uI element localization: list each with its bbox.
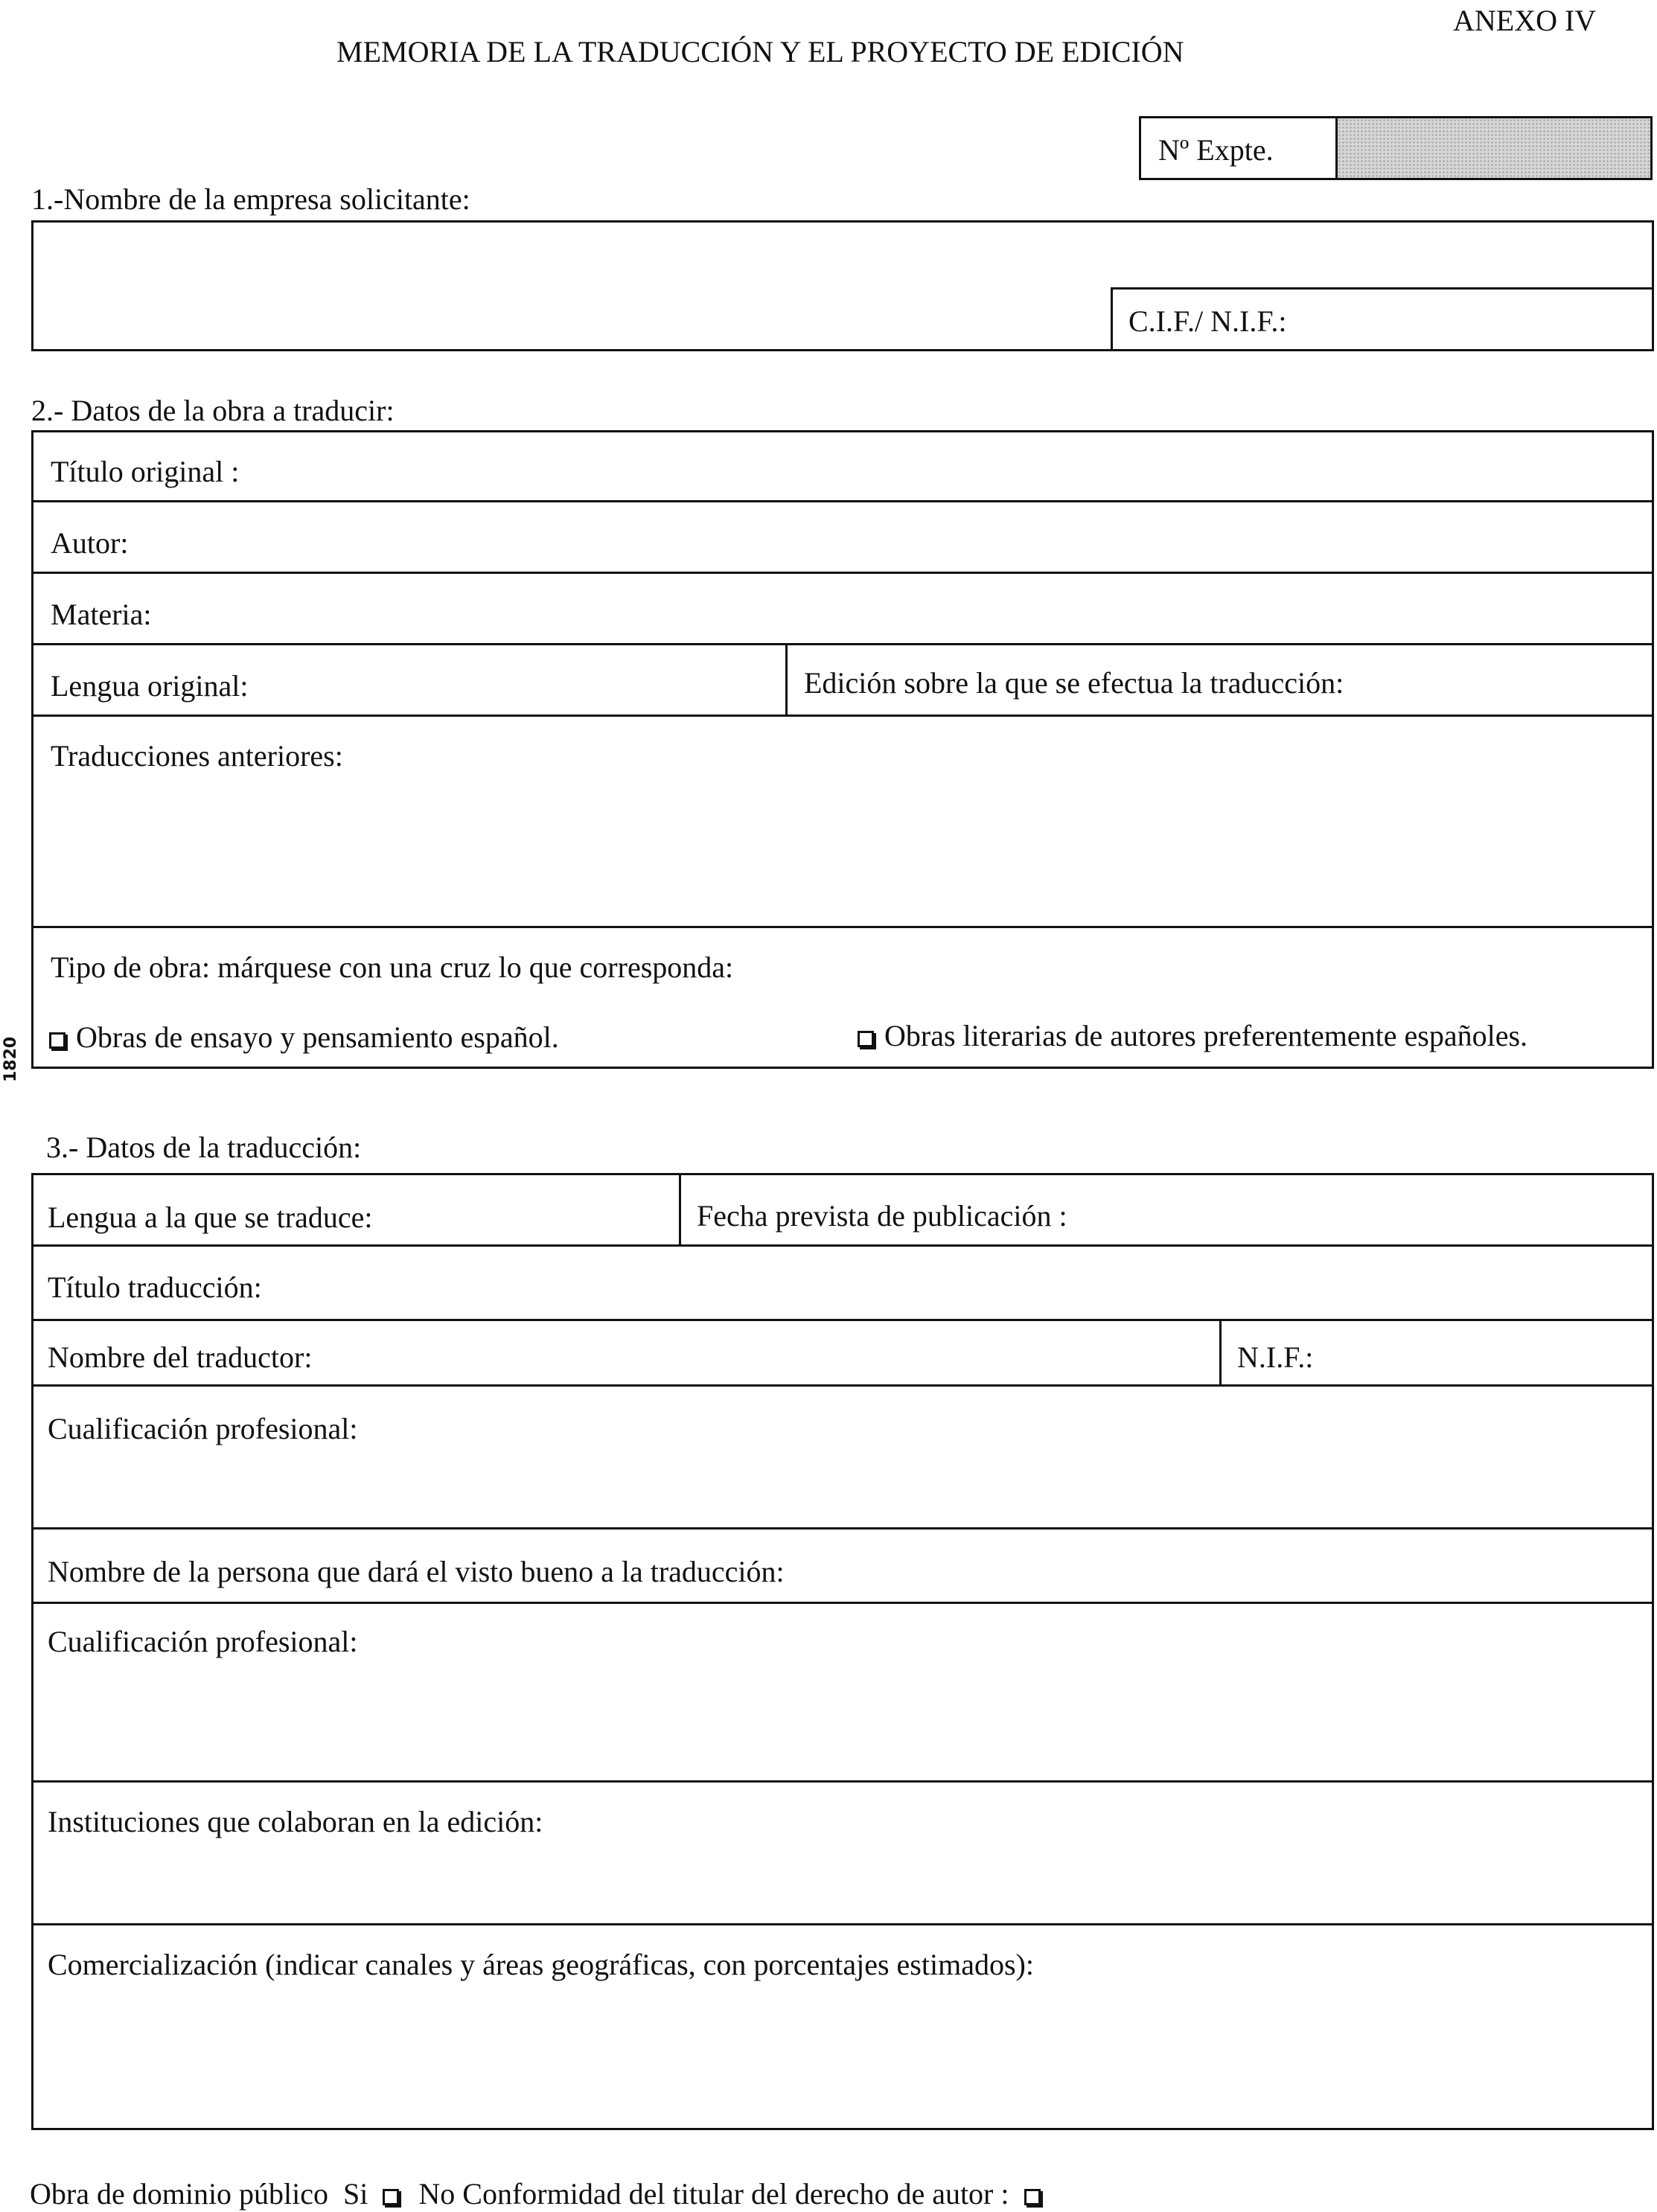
essay-checkbox[interactable] [49, 1032, 66, 1049]
section3-heading: 3.- Datos de la traducción: [46, 1131, 362, 1164]
row-line [31, 1319, 1654, 1321]
row-line [31, 1244, 1654, 1247]
row-line [31, 1923, 1654, 1925]
original-title-field[interactable]: Título original : [51, 455, 240, 488]
cif-divider [1111, 287, 1113, 351]
subject-field[interactable]: Materia: [51, 598, 152, 631]
original-language-field[interactable]: Lengua original: [51, 669, 249, 703]
option-essay[interactable] [49, 1020, 559, 1055]
margin-code: 1820 [1, 1036, 20, 1082]
translator-name-field[interactable]: Nombre del traductor: [48, 1340, 313, 1374]
row-line [31, 926, 1654, 928]
publication-date-field[interactable]: Fecha prevista de publicación : [697, 1199, 1067, 1233]
work-type-label: Tipo de obra: márquese con una cruz lo que corresponda: [51, 950, 734, 984]
row-line [31, 1384, 1654, 1387]
section1-heading: 1.-Nombre de la empresa solicitante: [31, 182, 470, 216]
institutions-field[interactable]: Instituciones que colaboran en la edición: [48, 1805, 543, 1838]
translator-nif-field[interactable]: N.I.F.: [1237, 1340, 1314, 1374]
reviewer-qualification-field[interactable]: Cualificación profesional: [48, 1625, 358, 1658]
target-language-field[interactable]: Lengua a la que se traduce: [48, 1201, 373, 1234]
yes-label: Si [343, 2177, 368, 2211]
company-name-field[interactable] [31, 220, 1654, 351]
option-literary[interactable] [858, 1018, 1527, 1054]
public-domain-line [30, 2176, 1048, 2212]
column-divider [785, 643, 788, 715]
conformity-checkbox[interactable] [1024, 2189, 1041, 2205]
no-conformity-label: No Conformidad del titular del derecho de autor : [418, 2177, 1009, 2211]
row-line [31, 1527, 1654, 1529]
public-domain-label: Obra de dominio público [30, 2177, 329, 2211]
column-divider [679, 1173, 681, 1244]
page-title: MEMORIA DE LA TRADUCCIÓN Y EL PROYECTO DE EDICIÓN [336, 35, 1184, 68]
literary-label: Obras literarias de autores preferentemente españoles. [884, 1019, 1528, 1052]
cif-label[interactable]: C.I.F./ N.I.F.: [1128, 304, 1287, 338]
expediente-divider [1335, 116, 1338, 180]
edition-field[interactable]: Edición sobre la que se efectua la traducción: [804, 666, 1344, 700]
column-divider [1219, 1319, 1222, 1384]
translator-qualification-field[interactable]: Cualificación profesional: [48, 1412, 358, 1445]
yes-checkbox[interactable] [383, 2189, 399, 2205]
row-line [31, 1602, 1654, 1604]
row-line [31, 500, 1654, 502]
essay-label: Obras de ensayo y pensamiento español. [76, 1020, 559, 1054]
row-line [31, 643, 1654, 645]
annex-label: ANEXO IV [1453, 4, 1597, 37]
translation-title-field[interactable]: Título traducción: [48, 1270, 262, 1304]
row-line [31, 715, 1654, 717]
reviewer-name-field[interactable]: Nombre de la persona que dará el visto bueno a la traducción: [48, 1555, 785, 1588]
previous-translations-field[interactable]: Traducciones anteriores: [51, 739, 343, 773]
expediente-label: Nº Expte. [1158, 133, 1274, 167]
section2-heading: 2.- Datos de la obra a traducir: [31, 394, 395, 427]
row-line [31, 1780, 1654, 1783]
author-field[interactable]: Autor: [51, 526, 129, 560]
commercialization-field[interactable]: Comercialización (indicar canales y áreas geográficas, con porcentajes estimados): [48, 1948, 1034, 1981]
expediente-shaded-field [1338, 118, 1650, 178]
cif-top-line [1111, 287, 1654, 290]
literary-checkbox[interactable] [858, 1031, 874, 1047]
row-line [31, 572, 1654, 574]
